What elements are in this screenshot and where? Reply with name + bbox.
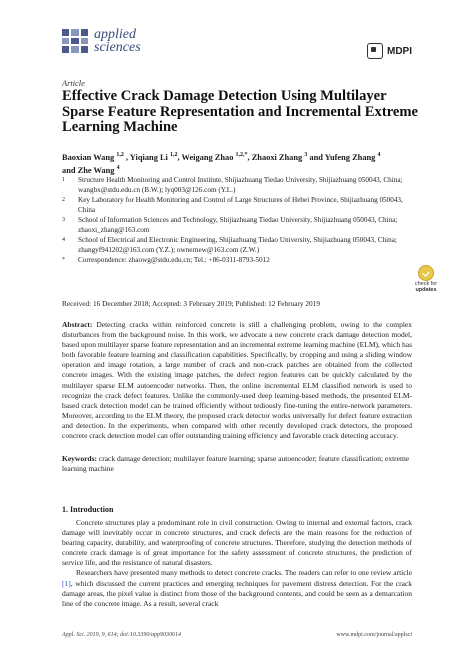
publisher-name: MDPI [387,45,412,57]
paper-title: Effective Crack Damage Detection Using Multilayer Sparse Feature Representation and Incremental Extreme Learning Machine [62,88,419,135]
correspondence: * Correspondence: zhaowg@stdu.edu.cn; Tel.: +86-0311-8793-5012 [62,256,270,264]
abstract-label: Abstract: [62,320,93,329]
footer-citation: Appl. Sci. 2019, 9, 614; doi:10.3390/app9030614 [62,632,181,638]
publication-dates: Received: 16 December 2018; Accepted: 3 February 2019; Published: 12 February 2019 [62,299,320,308]
author-list: Baoxian Wang $^{1,2}$ , Yiqiang Li $^{1,2}$, Weigang Zhao $^{1,2,*}$, Zhaoxi Zhang $^3$ and Yufeng Zhang $^4$ and Zhe Wang $^4$ [62,152,381,175]
author-affiliation-mark: 1,2,* [235,152,248,158]
check-updates-label: check for updates [414,281,438,293]
keywords-label: Keywords: [62,454,97,463]
author-affiliation-mark: 4 [377,152,381,158]
checkmark-icon [418,265,434,281]
paragraph: Researchers have presented many methods to detect concrete cracks. The readers can refer to one review article [1], which discussed the current practices and emerging techniques for pavement distress detection. For the crack damage areas, the pixel value is distinct from those of the background contents, and could be seen as a demarcation line of the concrete image. As a result, several crack [62,568,412,608]
affiliation: 3 School of Information Sciences and Technology, Shijiazhuang Tiedao University, Shijiazhuang 050043, China; zhaoxi_zhang@163.com [62,216,398,234]
page-footer [62,632,412,638]
section-heading: 1. Introduction [62,505,114,514]
citation-link[interactable]: [1] [62,578,71,588]
check-for-updates-button[interactable] [408,265,444,295]
affiliation: 1 Structure Health Monitoring and Control Institute, Shijiazhuang Tiedao University, Shijiazhuang 050043, China; wangbx@stdu.edu.cn (B.W.); lyq003@126.com (Y.L.) [62,176,403,194]
journal-logo-icon [62,29,88,53]
author-name[interactable]: Zhaoxi Zhang [251,152,303,162]
journal-name: applied sciences [94,27,141,55]
author-affiliation-mark: 1,2 [116,152,124,158]
author-name[interactable]: Yufeng Zhang [324,152,376,162]
author-affiliation-mark: 4 [116,164,120,171]
author-name[interactable]: Yiqiang Li [129,152,168,162]
author-name[interactable]: Weigang Zhao [181,152,234,162]
abstract-text: Detecting cracks within reinforced concrete is still a challenging problem, owing to the complex disturbances from the background noise. In this work, we advocate a new concrete crack damage detection model, based upon multilayer sparse feature representation and an incremental extreme learning machine (ELM), which has both favorable feature learning and classification capabilities. Specifically, by cropping and using a sliding window operation and image rotation, a large number of crack and non-crack patches are obtained from the collected concrete images. With the existing image patches, the defect region features can be quickly calculated by the multilayer sparse ELM autoencoder networks. Then, the online incremental ELM classified network is used to recognize the crack defect features. Unlike the commonly-used deep learning-based methods, the presented ELM-based crack detection model can be trained efficiently without tediously fine-tuning the entire-network parameters. Moreover, according to the ELM theory, the proposed crack detector works universally for defect feature extraction and detection. In the experiments, when compared with other recently developed crack detectors, the proposed concrete crack detection model can offer outstanding training efficiency and favorable crack detecting accuracy. [62,320,412,441]
introduction-body [62,518,412,609]
author-name[interactable]: Zhe Wang [77,165,115,175]
article-type: Article [62,79,85,88]
author-affiliation-mark: 3 [304,152,308,158]
keywords [62,454,412,474]
publisher-logo [367,43,412,59]
author-affiliation-mark: 1,2 [169,152,178,158]
keywords-text: crack damage detection; multilayer feature learning; sparse autoencoder; feature classification; extreme learning machine [62,454,410,474]
affiliation: 2 Key Laboratory for Health Monitoring and Control of Large Structures of Hebei Province, Shijiazhuang 050043, China [62,196,403,214]
affiliation: 4 School of Electrical and Electronic Engineering, Shijiazhuang Tiedao University, Shijiazhuang 050043, China; zhangyf941202@163.com (Y.Z.); ownernew@163.com (Z.W.) [62,236,397,254]
journal-logo [62,28,141,54]
footer-url[interactable]: www.mdpi.com/journal/applsci [336,632,412,638]
abstract [62,320,412,441]
mdpi-icon [367,43,383,59]
author-name[interactable]: Baoxian Wang [62,152,115,162]
paragraph: Concrete structures play a predominant role in civil construction. Owing to internal and external factors, crack damage will inevitably occur in concrete structures, and crack defects are the main reasons for the reduction of bearing capacity, durability, and waterproofing of concrete structures. Therefore, studying the detection methods of concrete crack damage is of great importance for the safety assessment of concrete structures, the prediction of service life, and the resistance of natural disasters. [62,518,412,568]
